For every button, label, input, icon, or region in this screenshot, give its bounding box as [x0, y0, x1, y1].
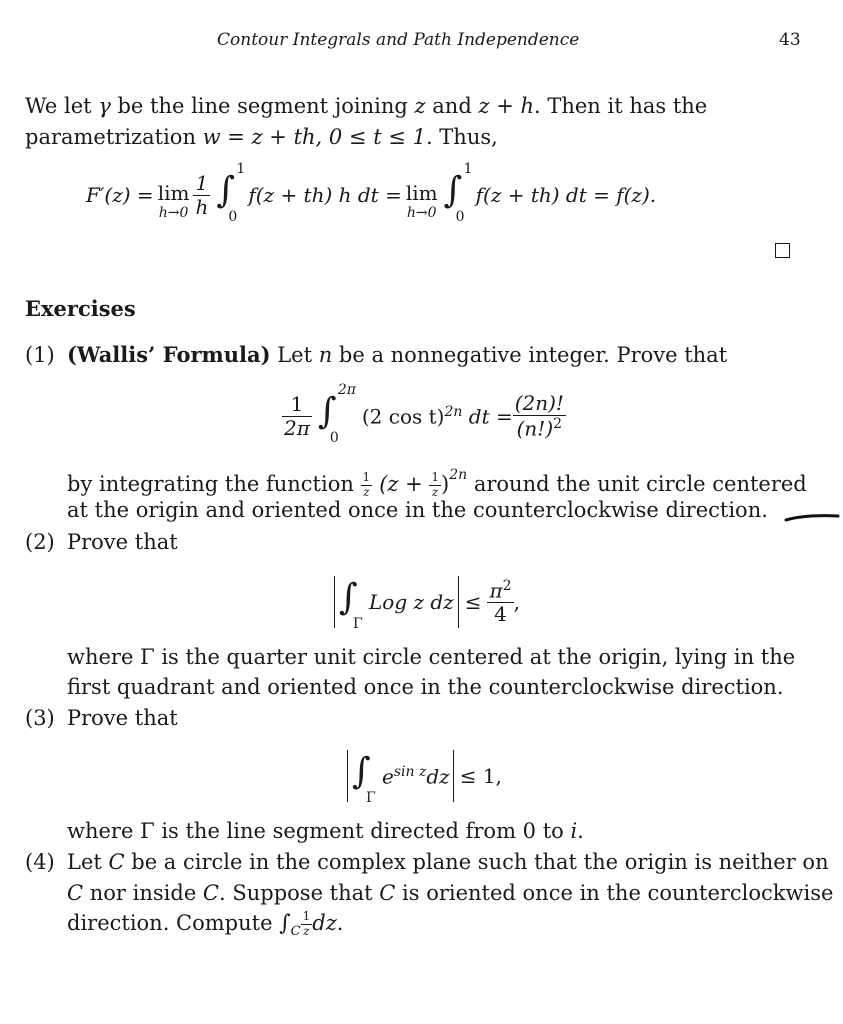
log-eq-integrand: Log z dz [369, 590, 454, 614]
wallis-eq-integral: ∫ 2π 0 [317, 382, 356, 446]
exercise-3-line-2: where Γ is the line segment directed from 0 to i. [67, 819, 584, 843]
log-eq-leq: ≤ [464, 590, 482, 614]
wallis-equation [282, 382, 566, 450]
exercise-2-line-2: where Γ is the quarter unit circle centered at the origin, lying in the [67, 645, 796, 669]
handwritten-pen-mark [782, 508, 842, 524]
exercise-4-line-2: C nor inside C. Suppose that C is oriented once in the counterclockwise [67, 881, 834, 905]
running-header-title: Contour Integrals and Path Independence [217, 30, 580, 50]
derivative-equation [86, 160, 656, 230]
log-eq-bound: $\frac{\pi^2}{4}$ [489, 577, 512, 627]
wallis-eq-integrand: (2 cos t)$^{2n}$ dt = [361, 403, 513, 429]
wallis-eq-rhs: $\frac{(2n)!}{(n!)^2}$ [514, 390, 564, 441]
exercise-1-line-2: by integrating the function $\frac{1}{z}$ (z + $\frac{1}{z}$ )$^{2n}$ around the unit circle centered [67, 467, 807, 499]
wallis-eq-prefactor: $\frac{1}{2\pi}$ [284, 391, 310, 440]
log-integral-inequality: ∫ Γ Log z dz ≤ $\frac{\pi^2}{4}$ , [334, 570, 520, 634]
exercise-3-line-1: Prove that [67, 706, 178, 730]
exercise-1-line-1: (Wallis’ Formula) Let n be a nonnegative integer. Prove that [67, 342, 728, 367]
eq-lhs: F′(z) = [86, 183, 154, 207]
eq-limit-2: lim h→0 [405, 181, 438, 221]
exercise-4-line-1: Let C be a circle in the complex plane such that the origin is neither on [67, 850, 829, 874]
exp-eq-integrand: $e^{sin z}dz$ [382, 763, 450, 789]
eq-fraction-1-over-h: $\frac{1}{h}$ [195, 170, 209, 219]
intro-line-2: parametrization w = z + th, 0 ≤ t ≤ 1. Thus, [25, 125, 498, 149]
exercise-2-number: (2) [25, 530, 55, 554]
exp-eq-integral: ∫ Γ [352, 751, 376, 806]
exercise-4-number: (4) [25, 850, 55, 874]
exercise-1-line-3: at the origin and oriented once in the counterclockwise direction. [67, 498, 768, 522]
exercises-heading: Exercises [25, 296, 136, 321]
exp-eq-rhs: ≤ 1, [459, 764, 502, 788]
abs-bar-right [453, 750, 454, 802]
eq-integral-1: ∫ 1 0 [216, 161, 246, 225]
qed-square [775, 243, 790, 258]
exercise-2-line-3: first quadrant and oriented once in the counterclockwise direction. [67, 675, 784, 699]
exercise-2-line-1: Prove that [67, 530, 178, 554]
eq-limit-1: lim h→0 [157, 181, 190, 221]
intro-line-1: We let γ be the line segment joining z and z + h. Then it has the [25, 94, 708, 118]
log-eq-integral: ∫ Γ [339, 577, 363, 632]
eq-integrand-2: f(z + th) dt = f(z). [475, 183, 657, 207]
eq-integral-2: ∫ 1 0 [443, 161, 473, 225]
eq-integrand-1: f(z + th) h dt = [248, 183, 402, 207]
page-number: 43 [779, 30, 801, 50]
wallis-formula-title: (Wallis’ Formula) [67, 342, 271, 367]
exp-sin-integral-inequality [347, 744, 502, 808]
exercise-3-number: (3) [25, 706, 55, 730]
exercise-4-line-3: direction. Compute $\int_C$ $\frac{1}{z}$ dz. [67, 909, 344, 940]
abs-bar-right [458, 576, 459, 628]
exercise-1-number: (1) [25, 343, 55, 367]
